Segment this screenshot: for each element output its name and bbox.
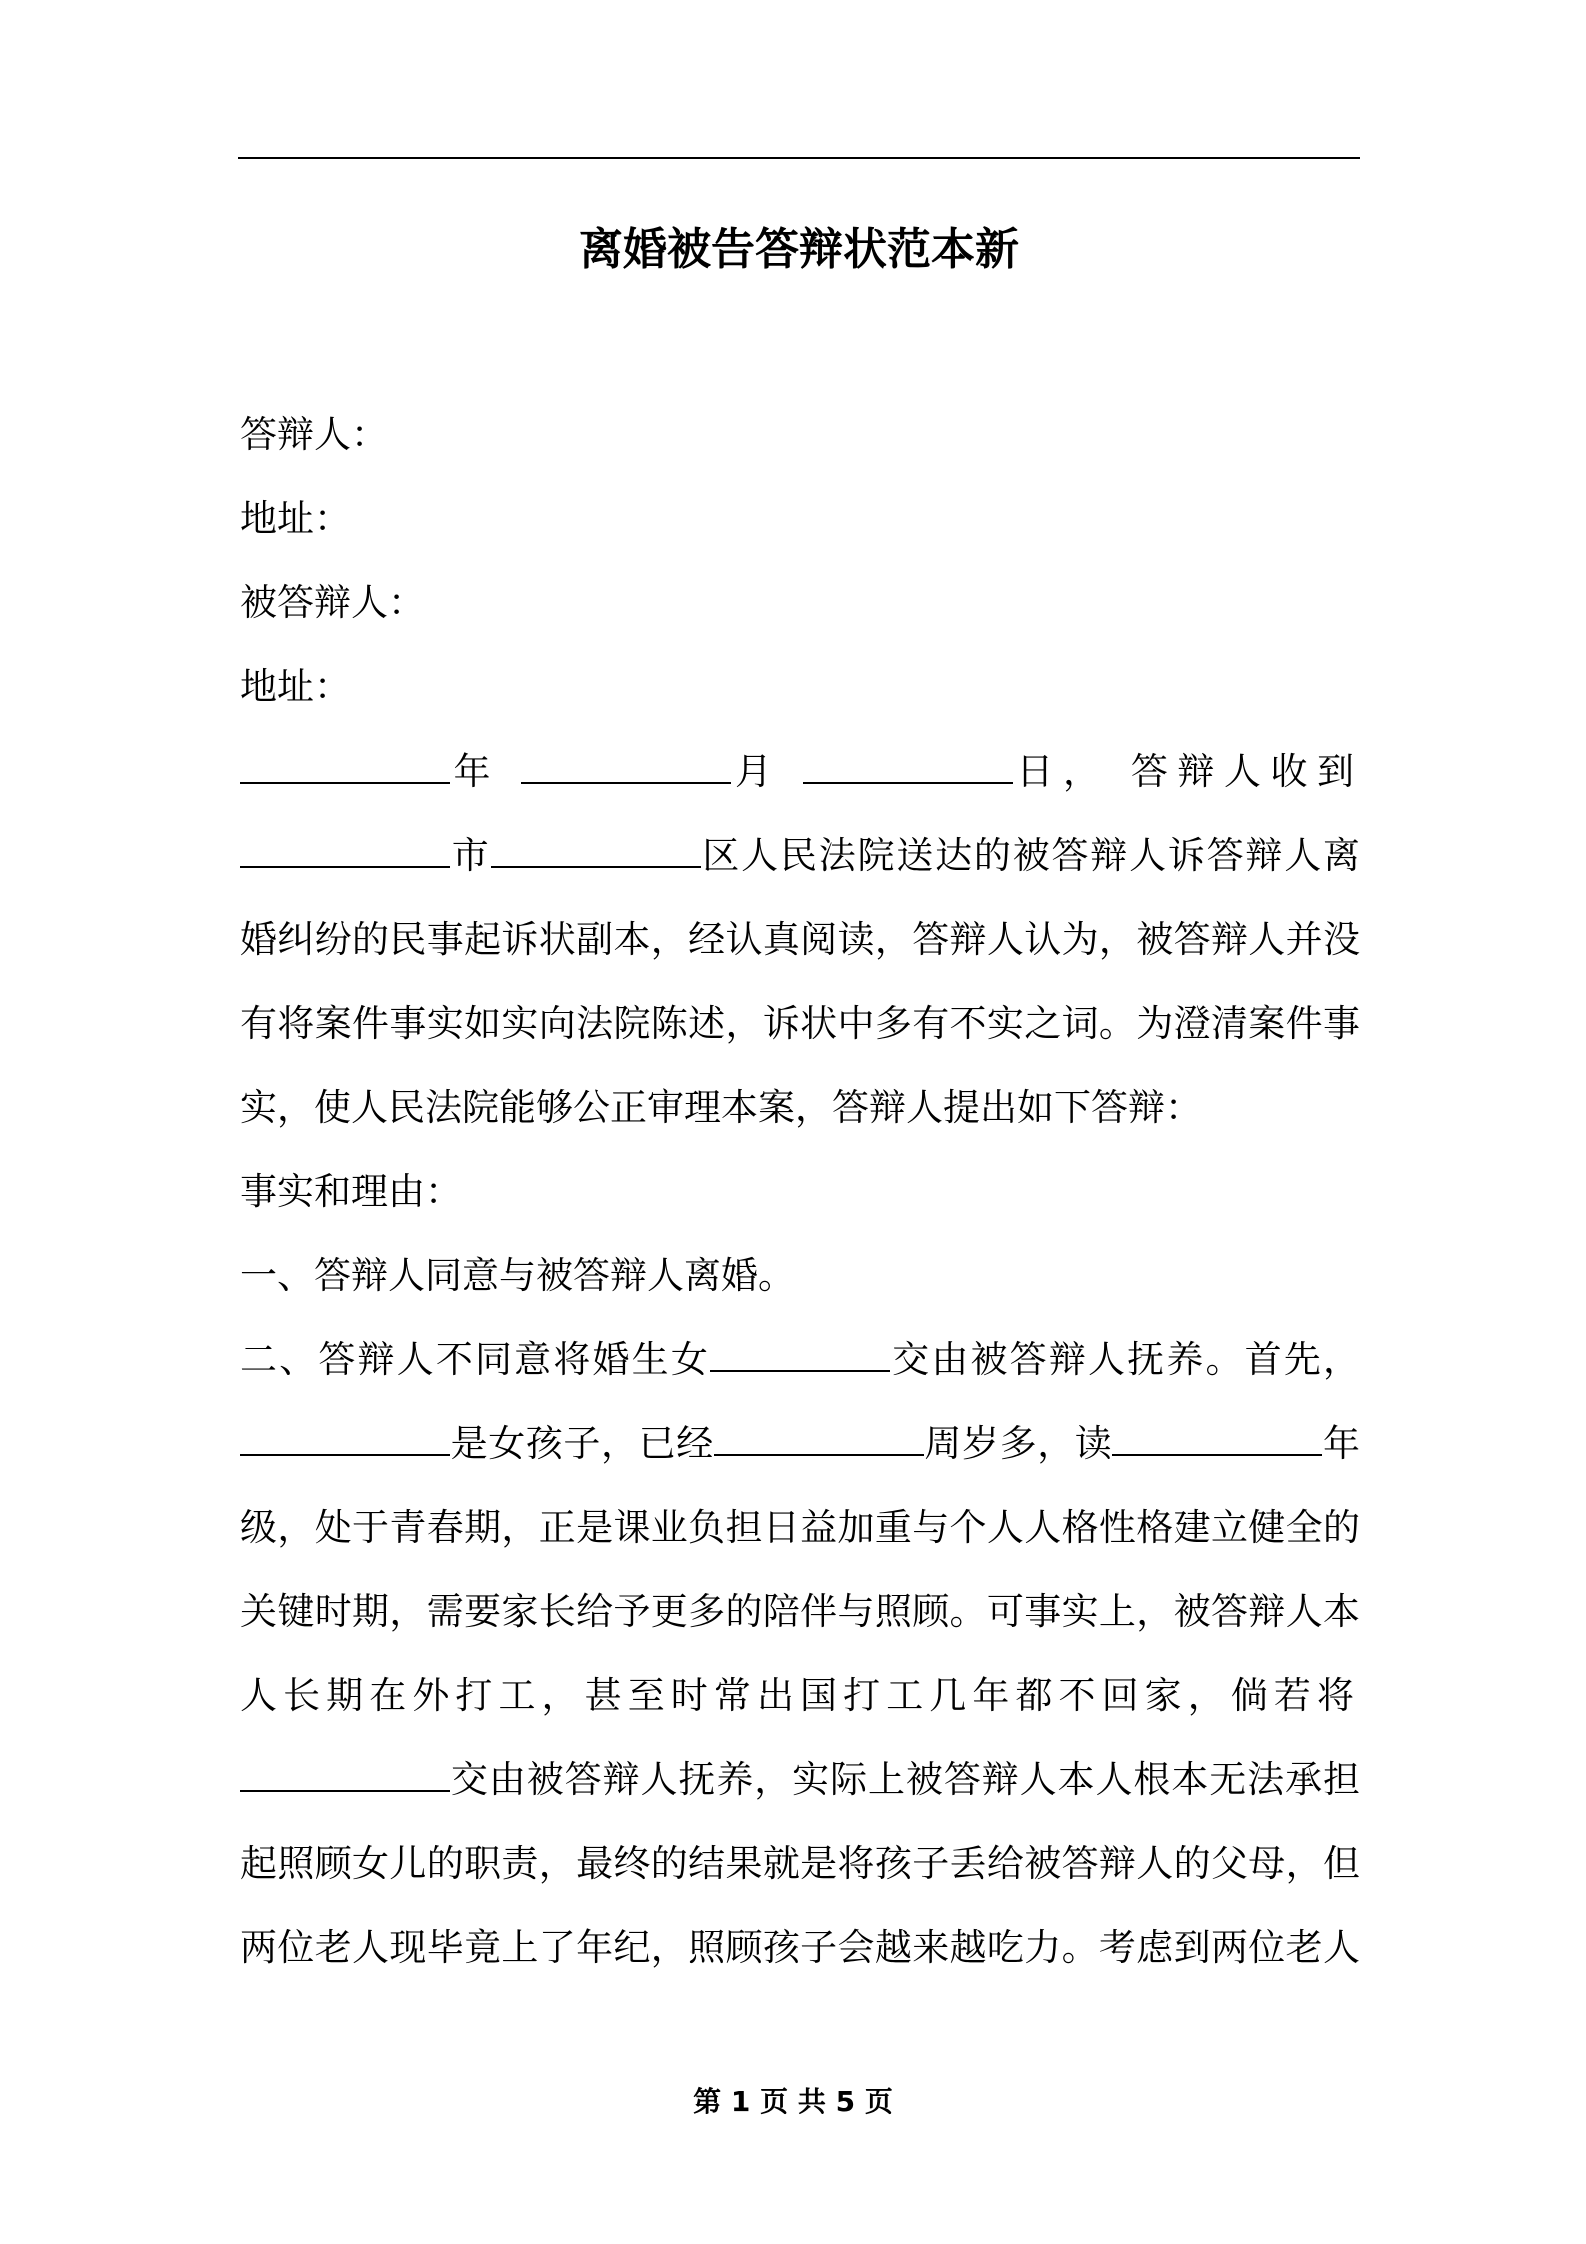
point-two-text: 是女孩子，已经	[450, 1422, 714, 1465]
point-two-text: 交由被答辩人抚养，实际上被答辩人本人根本无法承担	[450, 1758, 1360, 1801]
month-label: 月	[731, 750, 782, 793]
header-rule	[238, 157, 1360, 159]
plaintiff-address-label: 地址：	[240, 665, 351, 708]
point-two-lead-text: 二、答辩人不同意将婚生女	[240, 1338, 710, 1381]
daughter-name-blank	[240, 1420, 450, 1456]
court-line	[240, 814, 1360, 898]
year-blank	[240, 748, 450, 784]
page-number: 第 1 页 共 5 页	[693, 2085, 893, 2118]
intro-line: 实，使人民法院能够公正审理本案，答辩人提出如下答辩：	[240, 1086, 1202, 1129]
intro-line: 有将案件事实如实向法院陈述，诉状中多有不实之词。为澄清案件事	[240, 1002, 1360, 1045]
point-two-text: 周岁多，读	[923, 1422, 1113, 1465]
city-blank	[240, 832, 450, 868]
document-title: 离婚被告答辩状范本新	[579, 224, 1019, 275]
point-two-line: 两位老人现毕竟上了年纪，照顾孩子会越来越吃力。考虑到两位老人	[240, 1926, 1360, 1969]
received-text: 答辩人收到	[1130, 750, 1361, 793]
court-text: 区人民法院送达的被答辩人诉答辩人离	[700, 834, 1361, 877]
point-two-line: 起照顾女儿的职责，最终的结果就是将孩子丢给被答辩人的父母，但	[240, 1842, 1360, 1885]
point-two-line: 级，处于青春期，正是课业负担日益加重与个人人格性格建立健全的	[240, 1506, 1360, 1549]
respondent-address-label: 地址：	[240, 497, 351, 540]
point-two-line	[240, 1402, 1360, 1486]
day-label: 日，	[1012, 750, 1110, 793]
district-blank	[491, 832, 701, 868]
daughter-name-blank	[710, 1336, 890, 1372]
city-label: 市	[450, 834, 491, 877]
point-two-line: 关键时期，需要家长给予更多的陪伴与照顾。可事实上，被答辩人本	[240, 1590, 1360, 1633]
respondent-label: 答辩人：	[240, 413, 388, 456]
date-line	[240, 730, 1360, 814]
grade-blank	[1112, 1420, 1322, 1456]
point-two-line: 人长期在外打工，甚至时常出国打工几年都不回家，倘若将	[240, 1674, 1360, 1717]
facts-heading: 事实和理由：	[240, 1170, 462, 1213]
year-label: 年	[450, 750, 501, 793]
month-blank	[521, 748, 731, 784]
point-one: 一、答辩人同意与被答辩人离婚。	[240, 1254, 795, 1297]
age-blank	[714, 1420, 924, 1456]
daughter-name-blank	[240, 1756, 450, 1792]
day-blank	[803, 748, 1013, 784]
point-two-lead-tail: 交由被答辩人抚养。首先，	[890, 1338, 1360, 1381]
point-two-lead	[240, 1318, 1360, 1402]
intro-line: 婚纠纷的民事起诉状副本，经认真阅读，答辩人认为，被答辩人并没	[240, 918, 1360, 961]
plaintiff-label: 被答辩人：	[240, 581, 425, 624]
document-body	[240, 730, 1360, 1990]
point-two-line	[240, 1738, 1360, 1822]
point-two-text: 年	[1322, 1422, 1361, 1465]
